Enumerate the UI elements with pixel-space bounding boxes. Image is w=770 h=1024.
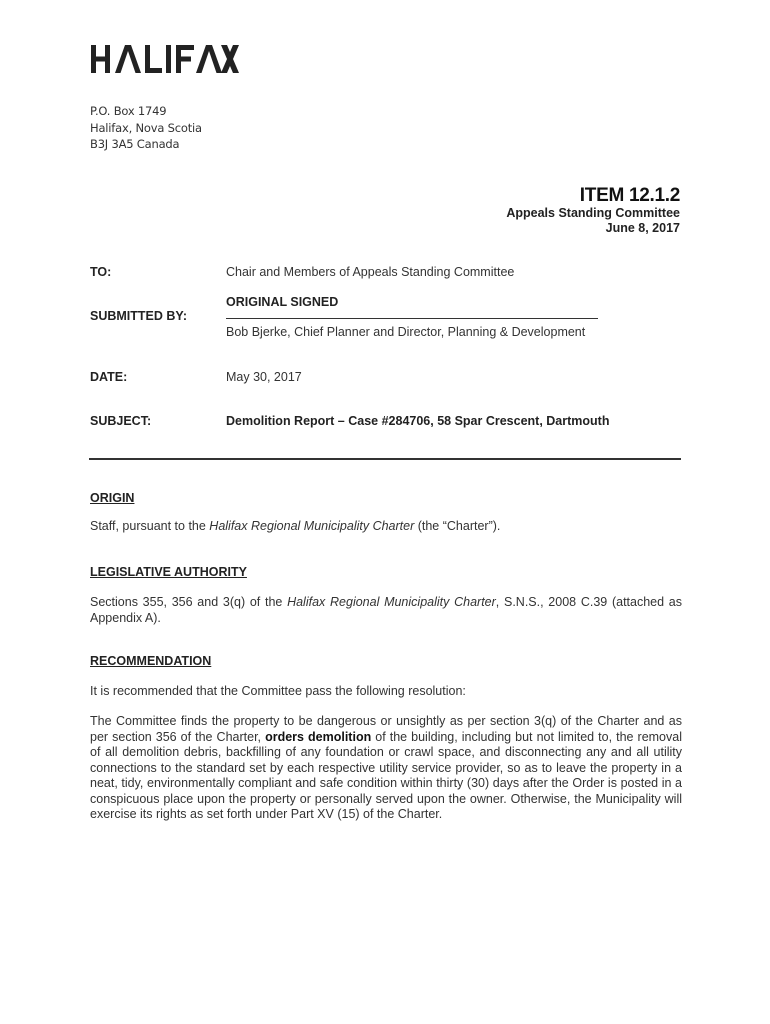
item-number: ITEM 12.1.2 [579, 185, 680, 206]
to-value: Chair and Members of Appeals Standing Committee [226, 265, 515, 279]
submitted-by-value: Bob Bjerke, Chief Planner and Director, Planning & Development [226, 325, 586, 339]
section-divider [89, 458, 681, 460]
legislative-heading: LEGISLATIVE AUTHORITY [90, 565, 247, 579]
origin-text: Staff, pursuant to the Halifax Regional Municipality Charter (the “Charter”). [90, 519, 501, 533]
recommendation-heading: RECOMMENDATION [90, 654, 212, 668]
subject-label: SUBJECT: [90, 414, 152, 428]
committee-name: Appeals Standing Committee [506, 206, 680, 220]
address-line-2: Halifax, Nova Scotia [90, 121, 202, 135]
address-line-1: P.O. Box 1749 [90, 104, 167, 118]
address-line-3: B3J 3A5 Canada [90, 137, 180, 151]
date-value: May 30, 2017 [226, 370, 302, 384]
date-label: DATE: [90, 370, 128, 384]
meeting-date: June 8, 2017 [605, 221, 680, 235]
submitted-by-label: SUBMITTED BY: [90, 309, 187, 323]
original-signed: ORIGINAL SIGNED [226, 295, 339, 309]
recommendation-text: The Committee finds the property to be dangerous or unsightly as per section 3(q) of the Charter and as per section 356 of the Charter, orders demolition of the building, including but not limited to, the removal of all demolition debris, backfilling of any foundation or crawl space, and disconnecting any and all utility connections to the standard set by each respective utility service provider, so as to leave the property in a neat, tidy, environmentally compliant and safe condition within thirty (30) days after the Order is posted in a conspicuous place upon the property or personally served upon the owner. Otherwise, the Municipality will exercise its rights as set forth under Part XV (15) of the Charter. [90, 714, 682, 821]
legislative-text: Sections 355, 356 and 3(q) of the Halifax Regional Municipality Charter, S.N.S., 2008 C.39 (attached as Appendix A). [90, 595, 682, 625]
subject-value: Demolition Report – Case #284706, 58 Spar Crescent, Dartmouth [226, 414, 610, 428]
to-label: TO: [90, 265, 112, 279]
halifax-logo [90, 44, 240, 74]
origin-heading: ORIGIN [90, 491, 135, 505]
signature-line [226, 318, 598, 319]
recommendation-intro: It is recommended that the Committee pass the following resolution: [90, 684, 466, 698]
